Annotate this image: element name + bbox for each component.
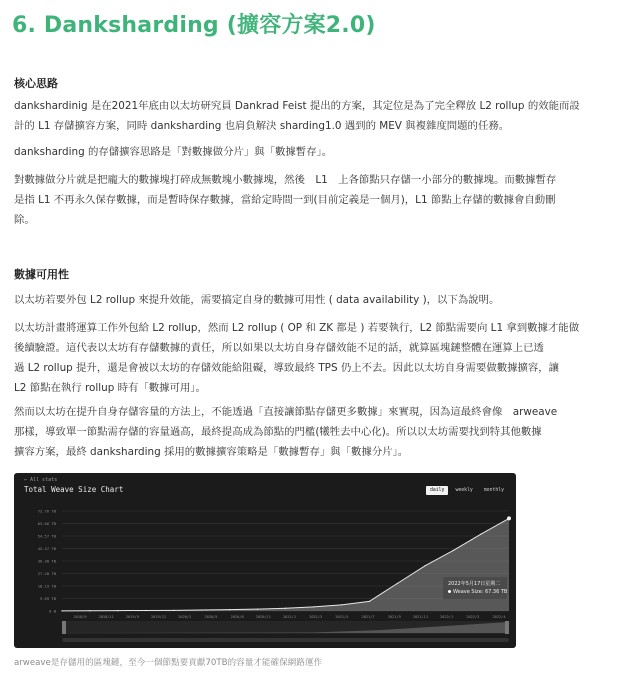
paragraph-da-body: 以太坊計畫將運算工作外包給 L2 rollup，然而 L2 rollup ( OP 和 ZK 都是 ) 若要執行，L2 節點需要向 L1 拿到數據才能做 後續驗證。這代表以太坊有存儲數據的責任，所以如果以太坊自身存儲效能不足的話，就算區塊鏈整體在運算上已透 過 L2 rollup 提升，還是會被以太坊的存儲效能給阻礙，導致最終 TPS 仍上不去。因此以太坊自身需要做數據擴容，讓 L2 節點在執行 rollup 時有「數據可用」。 <box>14 322 580 394</box>
paragraph-approach: danksharding 的存儲擴容思路是「對數據做分片」與「數據暫存」。 <box>14 146 333 158</box>
navigator-right-handle <box>505 621 509 634</box>
x-tick-label: 2020/2 <box>178 615 192 619</box>
paragraph-sharding-temp: 對數據做分片就是把龐大的數據塊打碎成無數塊小數據塊，然後 L1 上各節點只存儲一小部分的數據塊。而數據暫存 是指 L1 不再永久保存數據，而是暫時保存數據，當給定時間一到(目前定義是一個月)，L1 節點上存儲的數據會自動刪 除。 <box>14 174 557 226</box>
x-tick-label: 2022/3 <box>466 615 480 619</box>
data-point <box>285 608 286 609</box>
series-dot-icon <box>448 590 451 593</box>
series-area <box>62 518 509 611</box>
data-point <box>89 610 90 611</box>
data-point <box>313 606 314 607</box>
y-tick-label: 45.47 TB <box>37 546 56 551</box>
paragraph-da-arweave: 然而以太坊在提升自身存儲容量的方法上，不能透過「直接讓節點存儲更多數據」來實現，因為這最終會像 arweave 那樣，導致單一節點需存儲的容量過高，最終提高成為節點的門檻(犧牲去中心化)。所以以太坊需要找到特其他數據 擴容方案，最終 danksharding 採用的數據擴容策略是「數據暫存」與「數據分片」。 <box>14 406 558 458</box>
y-tick-label: 36.38 TB <box>37 558 56 564</box>
data-point <box>145 610 146 611</box>
chart-svg <box>14 473 516 648</box>
chart-title: Total Weave Size Chart <box>24 485 124 494</box>
data-point <box>341 604 342 605</box>
y-tick-label: 9.09 TB <box>39 596 56 601</box>
section-heading-availability: 數據可用性 <box>14 268 69 281</box>
x-tick-label: 2020/11 <box>255 615 271 619</box>
interval-tabs <box>426 486 508 495</box>
x-tick-label: 2022/1 <box>440 615 454 619</box>
y-tick-label: 0 B <box>49 608 56 614</box>
data-point <box>507 516 511 520</box>
y-tick-label: 72.76 TB <box>37 508 56 514</box>
tab-daily[interactable]: daily <box>426 486 448 495</box>
x-tick-label: 2018/11 <box>98 615 114 619</box>
data-point <box>453 550 454 551</box>
x-tick-label: 2021/5 <box>335 615 349 619</box>
x-tick-label: 2022/4 <box>492 615 506 619</box>
data-point <box>173 610 174 611</box>
data-point <box>201 609 202 610</box>
paragraph-intro: dankshardinig 是在2021年底由以太坊研究員 Dankrad Feist 提出的方案，其定位是為了完全釋放 L2 rollup 的效能而設 計的 L1 存儲擴容方案，同時 danksharding 也肩負解決 sharding1.0 遇到的 MEV 與複雜度問題的任務。 <box>14 100 580 132</box>
x-tick-label: 2020/5 <box>204 615 218 619</box>
data-point <box>425 565 426 566</box>
page-title: 6. Danksharding (擴容方案2.0) <box>12 13 376 38</box>
chart-tooltip <box>443 577 507 599</box>
data-point <box>480 533 481 534</box>
x-tick-label: 2021/7 <box>361 615 375 619</box>
y-tick-label: 18.19 TB <box>37 583 56 589</box>
data-point <box>369 601 370 602</box>
x-tick-label: 2020/8 <box>230 615 244 619</box>
y-tick-label: 54.57 TB <box>37 533 56 539</box>
data-point <box>229 609 230 610</box>
paragraph-da-intro: 以太坊若要外包 L2 rollup 來提升效能，需要搞定自身的數據可用性 ( data availability )，以下為說明。 <box>14 294 500 306</box>
data-point <box>117 610 118 611</box>
data-point <box>257 608 258 609</box>
tab-weekly[interactable]: weekly <box>455 488 473 493</box>
navigator-left-handle <box>62 621 66 634</box>
figure-caption: arweave是存儲用的區塊鏈，至今一個節點要貢獻70TB的容量才能確保網路運作 <box>14 658 323 668</box>
tooltip-value: Weave Size: 67.36 TB <box>453 589 508 595</box>
x-tick-label: 2021/1 <box>283 615 296 619</box>
x-tick-label: 2019/12 <box>150 615 167 619</box>
x-tick-label: 2019/9 <box>125 615 139 619</box>
x-tick-label: 2021/3 <box>309 615 323 619</box>
x-tick-label: 2021/11 <box>412 615 429 619</box>
tab-monthly[interactable]: monthly <box>483 488 504 493</box>
section-heading-core: 核心思路 <box>14 77 58 90</box>
all-stats-link[interactable]: ← All stats <box>24 477 58 483</box>
data-point <box>61 610 62 611</box>
y-tick-label: 63.66 TB <box>37 521 56 526</box>
y-tick-label: 27.28 TB <box>37 571 56 576</box>
x-tick-label: 2021/9 <box>387 615 401 619</box>
navigator-scrollbar <box>62 638 509 642</box>
tooltip-date: 2022年5月17日星期二 <box>448 581 501 587</box>
x-tick-label: 2018/9 <box>73 615 87 619</box>
weave-size-chart-image <box>14 473 516 648</box>
data-point <box>397 583 398 584</box>
